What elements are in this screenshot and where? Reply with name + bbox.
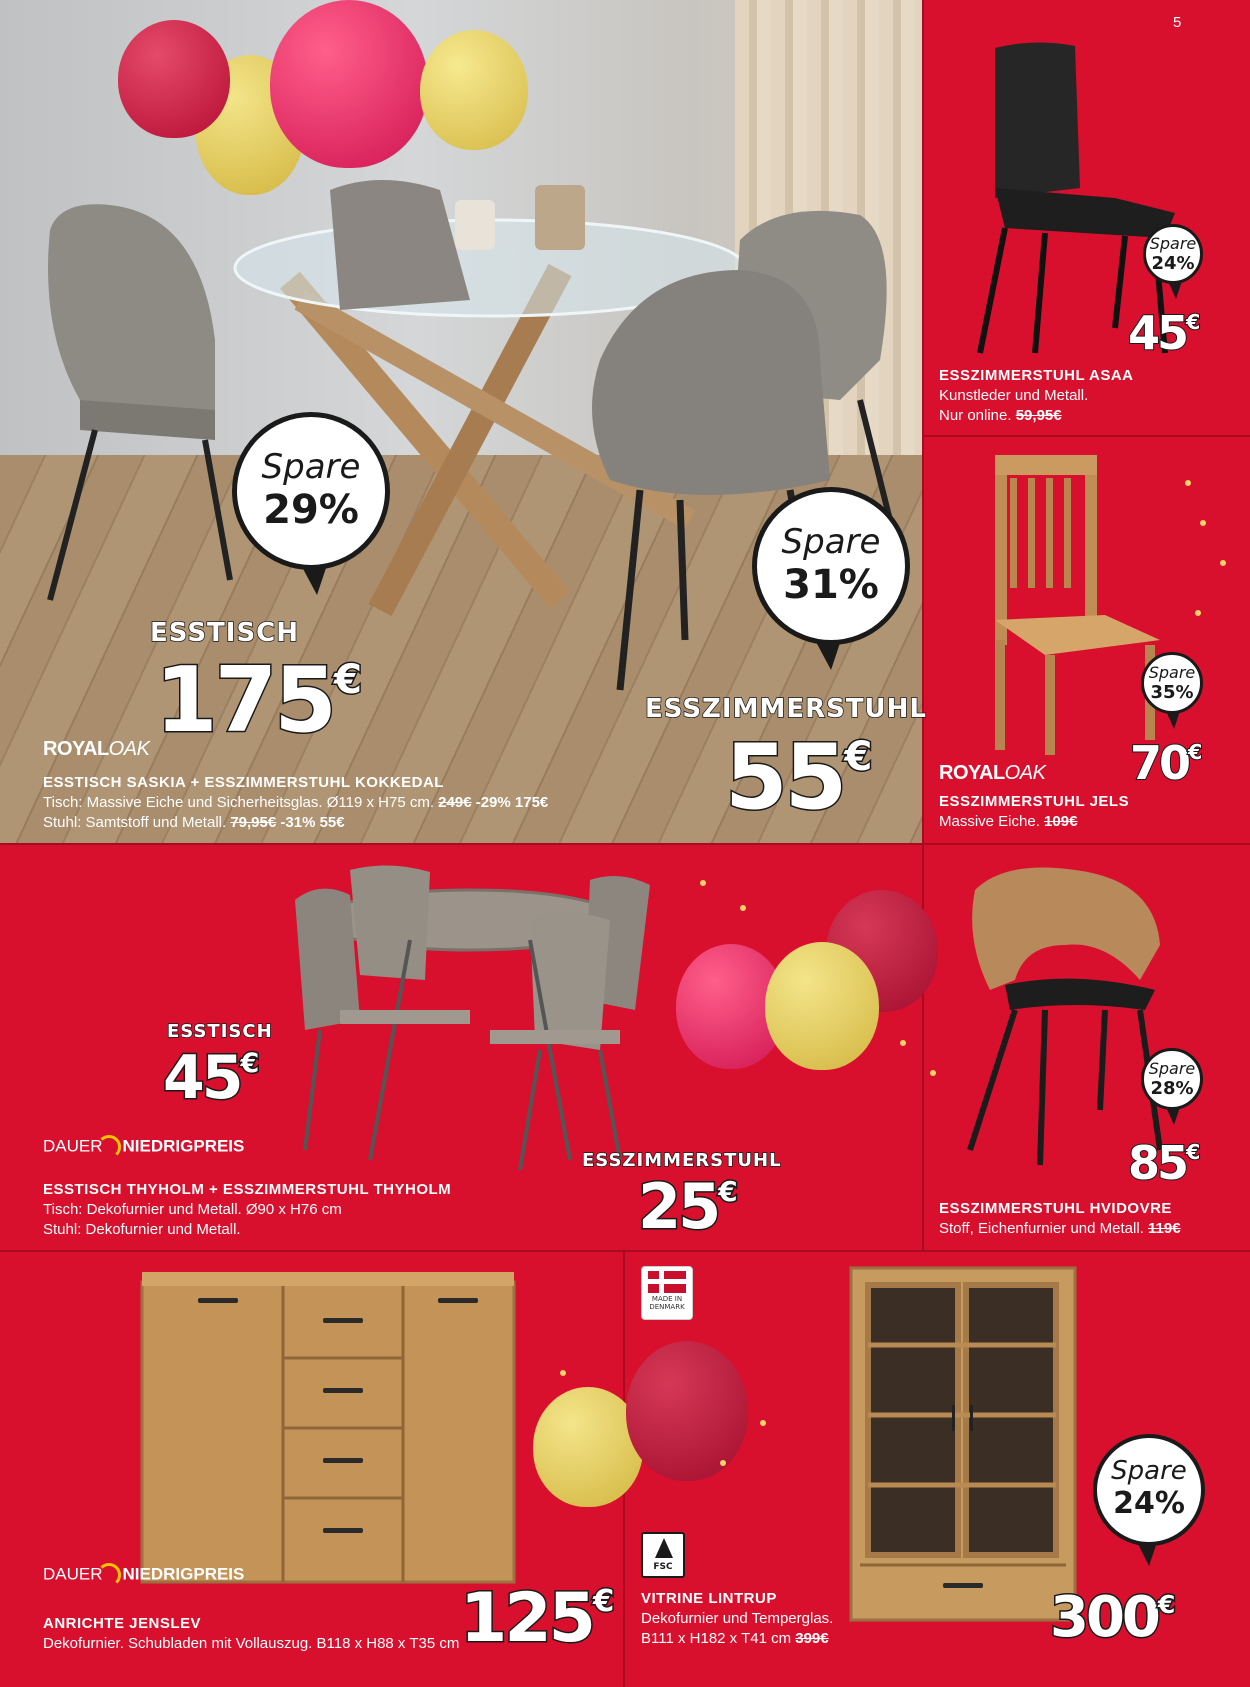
thyholm-chair-headline: ESSZIMMERSTUHL [582, 1150, 782, 1171]
divider-h-right-1 [924, 435, 1250, 437]
confetti-dot [560, 1370, 566, 1376]
hero-table-headline: ESSTISCH [150, 618, 300, 648]
hvidovre-price: 85€ [1128, 1136, 1201, 1190]
thyholm-table-price: 45€ [163, 1043, 260, 1113]
confetti-dot [930, 1070, 936, 1076]
thyholm-table-headline: ESSTISCH [167, 1021, 273, 1042]
jenslev-description: ANRICHTE JENSLEV Dekofurnier. Schubladen mit Vollauszug. B118 x H88 x T35 cm [43, 1615, 460, 1652]
thyholm-description: ESSTISCH THYHOLM + ESSZIMMERSTUHL THYHOLM Tisch: Dekofurnier und Metall. Ø90 x H76 cm Stuhl: Dekofurnier und Metall. [43, 1181, 452, 1238]
balloon-red-low [626, 1341, 748, 1481]
dauer-niedrigpreis-logo-2: DAUER NIEDRIGPREIS [43, 1563, 244, 1587]
balloon-yellow-2 [420, 30, 528, 150]
thyholm-chair-price: 25€ [638, 1170, 738, 1243]
divider-h-1 [0, 843, 1250, 845]
lintrup-save-badge: Spare 24% [1093, 1434, 1205, 1546]
hvidovre-chair-image [965, 860, 1185, 1170]
confetti-dot [1185, 480, 1191, 486]
thyholm-dining-set-image [290, 860, 650, 1170]
asaa-save-badge: Spare 24% [1143, 224, 1203, 284]
hero-chair-headline: ESSZIMMERSTUHL [645, 694, 927, 724]
save-badge-chair: Spare 31% [752, 487, 910, 645]
lintrup-cabinet-image [848, 1265, 1078, 1625]
save-badge-table: Spare 29% [232, 412, 390, 570]
confetti-dot [720, 1460, 726, 1466]
lintrup-price: 300€ [1050, 1585, 1176, 1650]
lintrup-description: VITRINE LINTRUP Dekofurnier und Temperglas. B111 x H182 x T41 cm 399€ [641, 1590, 834, 1647]
hero-chair-price: 55€ [725, 725, 873, 830]
denmark-flag-icon [648, 1271, 686, 1293]
jels-price: 70€ [1130, 736, 1203, 790]
page-number: 5 [1173, 14, 1182, 31]
divider-v-top [922, 0, 924, 1250]
confetti-dot [900, 1040, 906, 1046]
balloon-red [118, 20, 230, 138]
confetti-dot [700, 880, 706, 886]
dauer-ring-icon [97, 1563, 121, 1587]
royal-oak-logo-hero: ROYALOAK [43, 738, 150, 760]
fsc-tree-icon [655, 1538, 673, 1558]
jenslev-price: 125€ [460, 1579, 615, 1658]
hvidovre-save-badge: Spare 28% [1141, 1048, 1203, 1110]
confetti-dot [1220, 560, 1226, 566]
confetti-dot [740, 905, 746, 911]
hvidovre-description: ESSZIMMERSTUHL HVIDOVRE Stoff, Eichenfurnier und Metall. 119€ [939, 1200, 1181, 1237]
jenslev-sideboard-image [138, 1268, 518, 1598]
dauer-niedrigpreis-logo-1: DAUER NIEDRIGPREIS [43, 1135, 244, 1159]
jels-chair-image [990, 450, 1170, 760]
confetti-dot [1200, 520, 1206, 526]
made-in-denmark-badge: MADE IN DENMARK [641, 1266, 693, 1320]
balloon-yellow-mid [765, 942, 879, 1070]
balloon-pink [270, 0, 428, 168]
royal-oak-logo-jels: ROYALOAK [939, 762, 1046, 784]
dauer-ring-icon [97, 1135, 121, 1159]
divider-h-2 [0, 1250, 1250, 1252]
asaa-description: ESSZIMMERSTUHL ASAA Kunstleder und Metall. Nur online. 59,95€ [939, 367, 1134, 424]
confetti-dot [760, 1420, 766, 1426]
hero-table-price: 175€ [155, 648, 363, 753]
fsc-badge: FSC [641, 1532, 685, 1578]
hero-description: ESSTISCH SASKIA + ESSZIMMERSTUHL KOKKEDAL Tisch: Massive Eiche und Sicherheitsglas. Ø119 x H75 cm. 249€ -29% 175€ Stuhl: Samtstoff und Metall. 79,95€ -31% 55€ [43, 774, 549, 831]
jels-description: ESSZIMMERSTUHL JELS Massive Eiche. 109€ [939, 793, 1130, 830]
asaa-price: 45€ [1128, 306, 1201, 360]
confetti-dot [1195, 610, 1201, 616]
jels-save-badge: Spare 35% [1141, 652, 1203, 714]
